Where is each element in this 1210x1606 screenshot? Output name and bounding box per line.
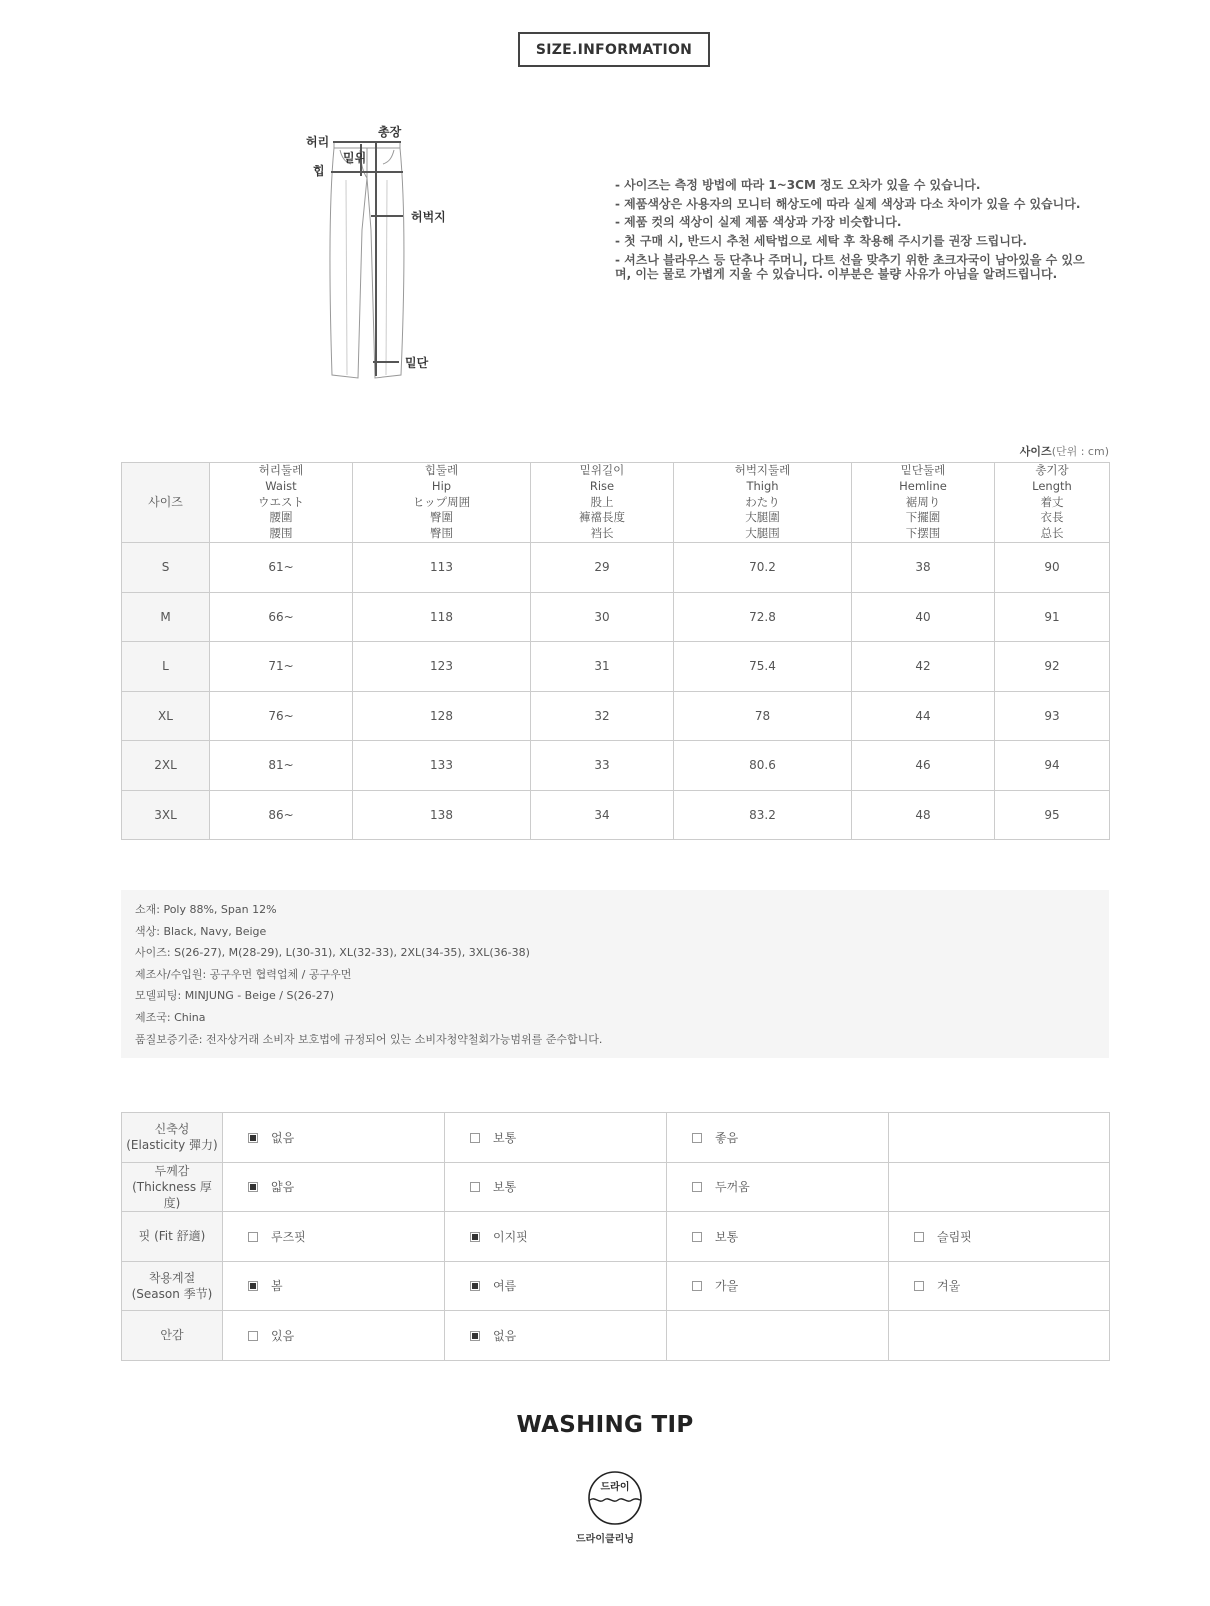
attribute-row-elasticity (122, 1113, 1110, 1163)
table-cell: 95 (995, 790, 1110, 840)
page-title: SIZE.INFORMATION (518, 32, 710, 67)
attribute-option: 보통 (445, 1113, 667, 1163)
attribute-row-thickness (122, 1162, 1110, 1212)
dry-clean-icon (587, 1470, 643, 1526)
table-cell: 92 (995, 642, 1110, 692)
dry-clean-label: 드라이클리닝 (576, 1534, 634, 1545)
diagram-label-length: 총장 (378, 125, 402, 139)
table-cell: 34 (531, 790, 674, 840)
table-cell: 38 (852, 543, 995, 593)
size-cell: S (122, 543, 210, 593)
table-cell: 81~ (210, 741, 353, 791)
info-sizes: 사이즈: S(26-27), M(28-29), L(30-31), XL(32-33), 2XL(34-35), 3XL(36-38) (135, 946, 530, 960)
info-manufacturer: 제조사/수입원: 공구우먼 협력업체 / 공구우먼 (135, 967, 352, 981)
attribute-option-empty (889, 1113, 1110, 1163)
info-model-fitting: 모델피팅: MINJUNG - Beige / S(26-27) (135, 989, 335, 1003)
diagram-label-hem: 밑단 (405, 356, 429, 370)
table-cell: 72.8 (674, 592, 852, 642)
note-item: - 제품 컷의 색상이 실제 제품 색상과 가장 비슷합니다. (615, 215, 902, 229)
info-material: 소재: Poly 88%, Span 12% (135, 903, 277, 916)
attribute-label: 두께감 (Thickness 厚度) (122, 1162, 223, 1212)
table-cell: 40 (852, 592, 995, 642)
table-cell: 78 (674, 691, 852, 741)
size-cell: M (122, 592, 210, 642)
checkbox-empty-icon (248, 1232, 258, 1242)
checkbox-empty-icon (692, 1232, 702, 1242)
note-item: - 사이즈는 측정 방법에 따라 1~3CM 정도 오차가 있을 수 있습니다. (615, 178, 981, 192)
checkbox-empty-icon (248, 1331, 258, 1341)
size-cell: L (122, 642, 210, 692)
table-cell: 86~ (210, 790, 353, 840)
size-column-header: 사이즈 (122, 463, 210, 543)
table-row (122, 543, 1110, 593)
size-cell: XL (122, 691, 210, 741)
attribute-option-empty (667, 1311, 889, 1361)
table-cell: 32 (531, 691, 674, 741)
note-item: - 첫 구매 시, 반드시 추천 세탁법으로 세탁 후 착용해 주시기를 권장 드립니다. (615, 233, 1027, 248)
column-header-thigh: 허벅지둘레 Thigh わたり 大腿圍 大腿围 (674, 463, 852, 543)
table-cell: 83.2 (674, 790, 852, 840)
table-row (122, 642, 1110, 692)
checkbox-empty-icon (692, 1182, 702, 1192)
table-cell: 30 (531, 592, 674, 642)
attribute-row-season (122, 1261, 1110, 1311)
attribute-option: 얇음 (223, 1162, 445, 1212)
table-row (122, 592, 1110, 642)
attribute-row-lining (122, 1311, 1110, 1361)
attribute-option: 두꺼움 (667, 1162, 889, 1212)
dry-clean-icon-text: 드라이 (600, 1482, 630, 1493)
table-cell: 138 (353, 790, 531, 840)
note-item: - 제품색상은 사용자의 모니터 해상도에 따라 실제 색상과 다소 차이가 있을 수 있습니다. (615, 196, 1081, 211)
diagram-label-rise: 밑위 (343, 151, 367, 165)
table-cell: 133 (353, 741, 531, 791)
checkbox-empty-icon (470, 1182, 480, 1192)
attribute-row-fit (122, 1212, 1110, 1262)
table-row (122, 691, 1110, 741)
info-quality-guarantee: 품질보증기준: 전자상거래 소비자 보호법에 규정되어 있는 소비자청약철회가능범위를 준수합니다. (135, 1032, 603, 1046)
column-header-waist: 허리둘레 Waist ウエスト 腰圍 腰围 (210, 463, 353, 543)
column-header-hemline: 밑단둘레 Hemline 裾周り 下擺圍 下摆围 (852, 463, 995, 543)
product-info-box (121, 890, 1109, 1058)
attribute-label: 신축성 (Elasticity 彈力) (122, 1113, 223, 1163)
attribute-option: 겨울 (889, 1261, 1110, 1311)
checkbox-empty-icon (470, 1133, 480, 1143)
diagram-label-hip: 힙 (313, 164, 325, 178)
attribute-option: 보통 (445, 1162, 667, 1212)
attribute-label: 착용계절 (Season 季节) (122, 1261, 223, 1311)
table-cell: 93 (995, 691, 1110, 741)
table-cell: 46 (852, 741, 995, 791)
attribute-label: 핏 (Fit 舒適) (122, 1212, 223, 1262)
attribute-option: 보통 (667, 1212, 889, 1262)
attribute-option: 슬림핏 (889, 1212, 1110, 1262)
attribute-option: 여름 (445, 1261, 667, 1311)
table-cell: 91 (995, 592, 1110, 642)
attribute-option: 좋음 (667, 1113, 889, 1163)
checkbox-checked-icon (470, 1331, 480, 1341)
attribute-table (121, 1112, 1110, 1361)
checkbox-checked-icon (248, 1133, 258, 1143)
info-color: 색상: Black, Navy, Beige (135, 924, 267, 938)
table-cell: 71~ (210, 642, 353, 692)
attribute-option-empty (889, 1311, 1110, 1361)
column-header-length: 총기장 Length 着丈 衣長 总长 (995, 463, 1110, 543)
note-item: - 셔츠나 블라우스 등 단추나 주머니, 다트 선을 맞추기 위한 초크자국이 남아있을 수 있으며, 이는 물로 가볍게 지울 수 있습니다. 이부분은 불량 사유가 아님을 알려드립니다. (615, 253, 1085, 281)
unit-note (1020, 443, 1109, 459)
checkbox-empty-icon (692, 1133, 702, 1143)
checkbox-checked-icon (248, 1182, 258, 1192)
checkbox-empty-icon (692, 1281, 702, 1291)
table-cell: 80.6 (674, 741, 852, 791)
info-origin: 제조국: China (135, 1010, 206, 1024)
column-header-hip: 힙둘레 Hip ヒップ周囲 臀圍 臀围 (353, 463, 531, 543)
column-header-rise: 밑위길이 Rise 股上 褲襠長度 裆长 (531, 463, 674, 543)
attribute-option: 있음 (223, 1311, 445, 1361)
table-cell: 76~ (210, 691, 353, 741)
unit-label: 사이즈 (1019, 445, 1052, 458)
table-cell: 42 (852, 642, 995, 692)
size-cell: 2XL (122, 741, 210, 791)
table-cell: 90 (995, 543, 1110, 593)
diagram-label-waist: 허리 (306, 135, 330, 149)
table-row (122, 741, 1110, 791)
table-cell: 118 (353, 592, 531, 642)
attribute-option: 이지핏 (445, 1212, 667, 1262)
table-cell: 113 (353, 543, 531, 593)
size-notes (615, 176, 1095, 281)
table-cell: 29 (531, 543, 674, 593)
checkbox-empty-icon (914, 1281, 924, 1291)
attribute-label: 안감 (122, 1311, 223, 1361)
table-cell: 128 (353, 691, 531, 741)
table-cell: 70.2 (674, 543, 852, 593)
table-cell: 33 (531, 741, 674, 791)
checkbox-checked-icon (248, 1281, 258, 1291)
attribute-option: 가을 (667, 1261, 889, 1311)
table-cell: 94 (995, 741, 1110, 791)
diagram-label-thigh: 허벅지 (411, 210, 446, 224)
table-cell: 48 (852, 790, 995, 840)
attribute-option: 루즈핏 (223, 1212, 445, 1262)
size-cell: 3XL (122, 790, 210, 840)
checkbox-empty-icon (914, 1232, 924, 1242)
table-row (122, 790, 1110, 840)
checkbox-checked-icon (470, 1281, 480, 1291)
attribute-option: 없음 (445, 1311, 667, 1361)
pants-diagram-icon (295, 120, 465, 390)
table-cell: 31 (531, 642, 674, 692)
table-cell: 61~ (210, 543, 353, 593)
table-header-row (122, 463, 1110, 543)
checkbox-checked-icon (470, 1232, 480, 1242)
table-cell: 75.4 (674, 642, 852, 692)
washing-tip-title: WASHING TIP (516, 1412, 694, 1438)
attribute-option-empty (889, 1162, 1110, 1212)
size-table (121, 462, 1110, 840)
attribute-option: 없음 (223, 1113, 445, 1163)
unit-value: (단위 : cm) (1051, 445, 1109, 458)
table-cell: 123 (353, 642, 531, 692)
table-cell: 66~ (210, 592, 353, 642)
table-cell: 44 (852, 691, 995, 741)
attribute-option: 봄 (223, 1261, 445, 1311)
